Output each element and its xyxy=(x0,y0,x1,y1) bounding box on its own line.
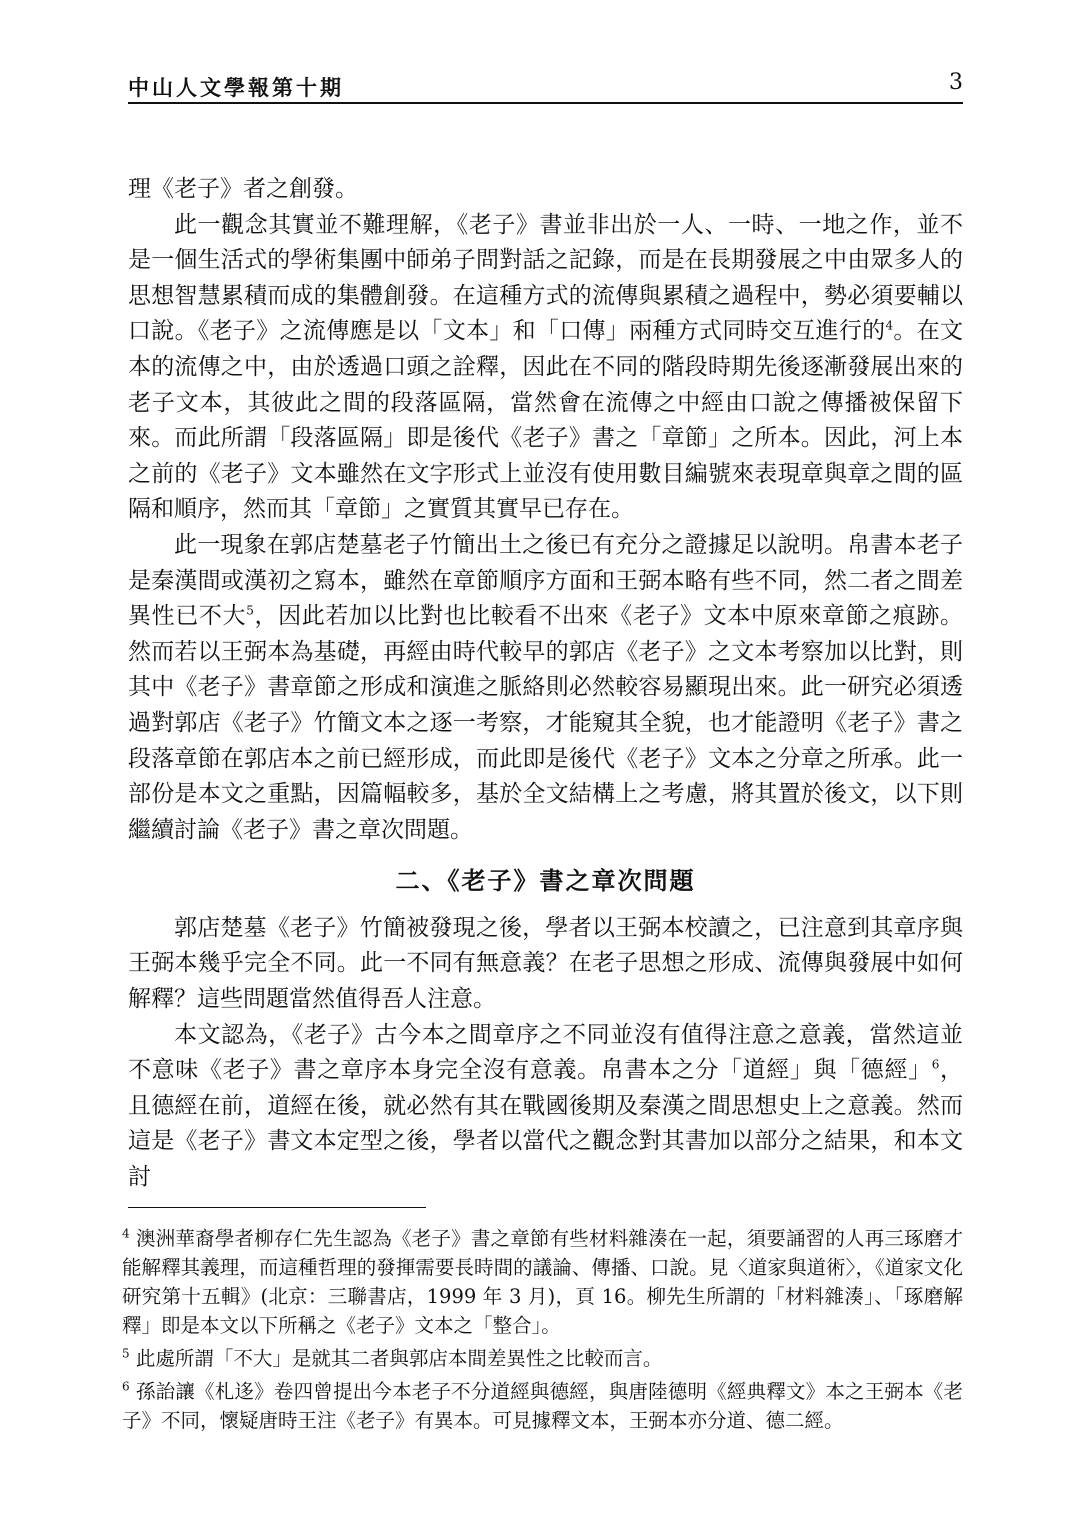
footnote-5 xyxy=(122,1344,963,1373)
paragraph-3 xyxy=(128,528,963,848)
paragraph-4: 郭店楚墓《老子》竹簡被發現之後，學者以王弼本校讀之，已注意到其章序與王弼本幾乎完全不同。此一不同有無意義？在老子思想之形成、流傳與發展中如何解釋？這些問題當然值得吾人注意。 xyxy=(128,914,963,1013)
footnote-ref-6[interactable]: 6 xyxy=(931,1057,940,1072)
paragraph-2-cont: 。在文本的流傳之中，由於透過口頭之詮釋，因此在不同的階段時期先後逐漸發展出來的老子文本，其彼此之間的段落區隔，當然會在流傳之中經由口說之傳播被保留下來。而此所謂「段落區隔」即是後代《老子》書之「章節」之所本。因此，河上本之前的《老子》文本雖然在文字形式上並沒有使用數目編號來表現章與章之間的區隔和順序，然而其「章節」之實質其實早已存在。 xyxy=(128,318,964,523)
paragraph-5-cont: ，且德經在前，道經在後，就必然有其在戰國後期及秦漢之間思想史上之意義。然而這是《老子》書文本定型之後，學者以當代之觀念對其書加以部分之結果，和本文討 xyxy=(128,1057,964,1191)
paragraph-1: 理《老子》者之創發。 xyxy=(128,176,358,202)
running-header xyxy=(128,70,963,104)
footnote-number: 4 xyxy=(122,1226,130,1241)
footnote-4 xyxy=(122,1224,963,1340)
page-number: 3 xyxy=(949,70,963,95)
paragraph-2 xyxy=(128,208,963,528)
footnote-divider xyxy=(128,1207,426,1208)
footnote-ref-4[interactable]: 4 xyxy=(885,318,894,333)
journal-title: 中山人文學報第十期 xyxy=(128,75,344,100)
main-text xyxy=(128,172,963,1196)
footnote-text: 孫詒讓《札迻》卷四曾提出今本老子不分道經與德經，與唐陸德明《經典釋文》本之王弼本《老子》不同，懷疑唐時王注《老子》有異本。可見據釋文本，王弼本亦分道、德二經。 xyxy=(122,1380,963,1432)
footnote-text: 此處所謂「不大」是就其二者與郭店本間差異性之比較而言。 xyxy=(135,1347,663,1370)
footnote-ref-5[interactable]: 5 xyxy=(246,603,254,618)
paragraph-5-text: 本文認為，《老子》古今本之間章序之不同並沒有值得注意之意義，當然這並不意味《老子》書之章序本身完全沒有意義。帛書本之分「道經」與「德經」 xyxy=(128,1021,963,1084)
footnote-number: 5 xyxy=(122,1346,130,1361)
paragraph-3-text: 此一現象在郭店楚墓老子竹簡出土之後已有充分之證據足以說明。帛書本老子是秦漢間或漢初之寫本，雖然在章節順序方面和王弼本略有些不同，然二者之間差異性已不大 xyxy=(128,531,963,630)
footnote-number: 6 xyxy=(122,1379,130,1394)
footnote-text: 澳洲華裔學者柳存仁先生認為《老子》書之章節有些材料雜湊在一起，須要誦習的人再三琢磨才能解釋其義理，而這種哲理的發揮需要長時間的議論、傳播、口說。見〈道家與道術〉，《道家文化研究第十五輯》(北京：三聯書店，1999 年 3 月)，頁 16。柳先生所謂的「材料雜湊」、「琢磨解釋」即是本文以下所稱之《老子》文本之「整合」。 xyxy=(122,1227,963,1337)
paragraph-2-text: 此一觀念其實並不難理解，《老子》書並非出於一人、一時、一地之作，並不是一個生活式的學術集團中師弟子問對話之記錄，而是在長期發展之中由眾多人的思想智慧累積而成的集體創發。在這種方式的流傳與累積之過程中，勢必須要輔以口說。《老子》之流傳應是以「文本」和「口傳」兩種方式同時交互進行的 xyxy=(128,211,963,345)
paragraph-5 xyxy=(128,1018,963,1196)
section-heading: 二、《老子》書之章次問題 xyxy=(395,866,696,896)
footnotes xyxy=(122,1224,963,1439)
paragraph-3-cont: ，因此若加以比對也比較看不出來《老子》文本中原來章節之痕跡。然而若以王弼本為基礎，再經由時代較早的郭店《老子》之文本考察加以比對，則其中《老子》書章節之形成和演進之脈絡則必然較容易顯現出來。此一研究必須透過對郭店《老子》竹簡文本之逐一考察，才能窺其全貌，也才能證明《老子》書之段落章節在郭店本之前已經形成，而此即是後代《老子》文本之分章之所承。此一部份是本文之重點，因篇幅較多，基於全文結構上之考慮，將其置於後文，以下則繼續討論《老子》書之章次問題。 xyxy=(128,603,964,843)
footnote-6 xyxy=(122,1377,963,1435)
